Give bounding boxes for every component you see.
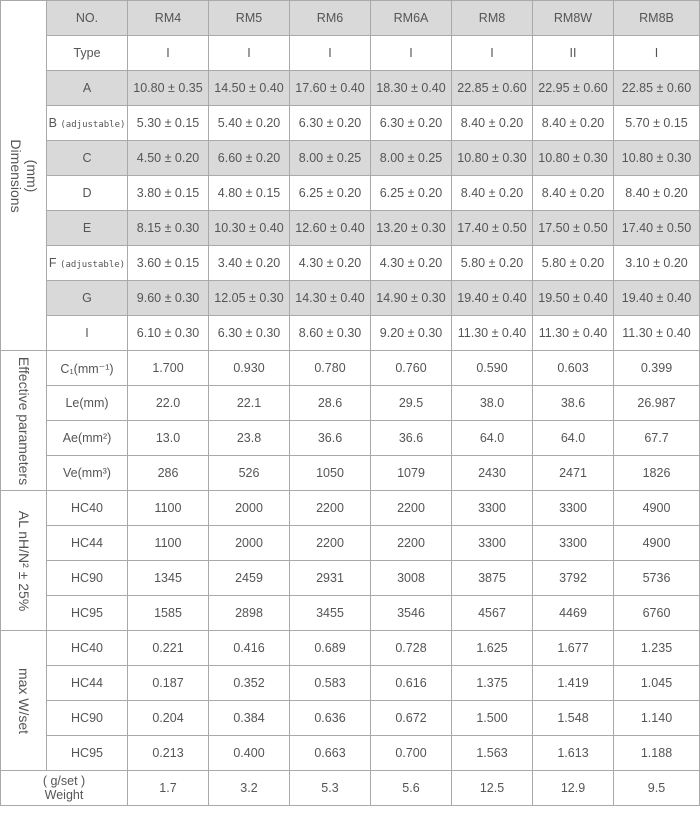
value-cell: 1.677 xyxy=(533,631,614,666)
value-cell: 9.5 xyxy=(614,771,700,806)
value-cell: 1.563 xyxy=(452,736,533,771)
value-cell: 23.8 xyxy=(209,421,290,456)
row-label-text: Le(mm) xyxy=(65,396,109,410)
value-cell: 8.40 ± 0.20 xyxy=(452,176,533,211)
row-label xyxy=(47,141,128,176)
row-label-text: Ae(mm²) xyxy=(62,431,112,445)
weight-label xyxy=(1,771,128,806)
row-label-text: HC90 xyxy=(71,571,103,585)
type-value: I xyxy=(371,36,452,71)
value-cell: 18.30 ± 0.40 xyxy=(371,71,452,106)
value-cell: 5.3 xyxy=(290,771,371,806)
value-cell: 13.20 ± 0.30 xyxy=(371,211,452,246)
value-cell: 0.728 xyxy=(371,631,452,666)
row-label-text: A xyxy=(82,81,92,95)
row-label-text: HC90 xyxy=(71,711,103,725)
value-cell: 3875 xyxy=(452,561,533,596)
row-label xyxy=(47,561,128,596)
value-cell: 3300 xyxy=(533,491,614,526)
type-value: I xyxy=(452,36,533,71)
value-cell: 2200 xyxy=(290,491,371,526)
value-cell: 3.10 ± 0.20 xyxy=(614,246,700,281)
value-cell: 1.7 xyxy=(128,771,209,806)
table-row xyxy=(1,141,700,176)
weight-title: Weight xyxy=(44,788,84,802)
value-cell: 0.672 xyxy=(371,701,452,736)
dimensions-group-label-line-1: (mm) xyxy=(23,159,40,192)
value-cell: 4900 xyxy=(614,491,700,526)
value-cell: 0.352 xyxy=(209,666,290,701)
value-cell: 6.25 ± 0.20 xyxy=(371,176,452,211)
value-cell: 11.30 ± 0.40 xyxy=(452,316,533,351)
value-cell: 526 xyxy=(209,456,290,491)
value-cell: 10.80 ± 0.30 xyxy=(533,141,614,176)
type-label: Type xyxy=(47,36,128,71)
row-label-note: (adjustable) xyxy=(60,260,126,270)
value-cell: 3300 xyxy=(533,526,614,561)
value-cell: 12.9 xyxy=(533,771,614,806)
value-cell: 28.6 xyxy=(290,386,371,421)
row-label-text: HC44 xyxy=(71,536,103,550)
weight-label-text xyxy=(1,774,127,802)
value-cell: 9.60 ± 0.30 xyxy=(128,281,209,316)
value-cell: 64.0 xyxy=(533,421,614,456)
value-cell: 4567 xyxy=(452,596,533,631)
al-group-label xyxy=(1,491,47,631)
table-row xyxy=(1,281,700,316)
value-cell: 10.80 ± 0.30 xyxy=(452,141,533,176)
row-label-text: HC44 xyxy=(71,676,103,690)
value-cell: 19.40 ± 0.40 xyxy=(452,281,533,316)
row-label xyxy=(47,456,128,491)
value-cell: 36.6 xyxy=(290,421,371,456)
table-row xyxy=(1,701,700,736)
value-cell: 8.00 ± 0.25 xyxy=(371,141,452,176)
row-label-note: (adjustable) xyxy=(60,120,126,130)
table-row xyxy=(1,666,700,701)
value-cell: 0.663 xyxy=(290,736,371,771)
table-row xyxy=(1,561,700,596)
table-row xyxy=(1,106,700,141)
value-cell: 3.2 xyxy=(209,771,290,806)
value-cell: 0.590 xyxy=(452,351,533,386)
value-cell: 4.30 ± 0.20 xyxy=(290,246,371,281)
value-cell: 6.25 ± 0.20 xyxy=(290,176,371,211)
type-value: II xyxy=(533,36,614,71)
value-cell: 2898 xyxy=(209,596,290,631)
weight-unit: ( g/set ) xyxy=(42,774,86,788)
value-cell: 22.85 ± 0.60 xyxy=(452,71,533,106)
value-cell: 5.30 ± 0.15 xyxy=(128,106,209,141)
table-row xyxy=(1,211,700,246)
value-cell: 1.500 xyxy=(452,701,533,736)
row-label-text: Ve(mm³) xyxy=(63,466,111,480)
value-cell: 3546 xyxy=(371,596,452,631)
maxw-group-label-line-1: max W/set xyxy=(15,667,32,734)
type-value: I xyxy=(209,36,290,71)
header-model: RM6A xyxy=(371,1,452,36)
value-cell: 2200 xyxy=(371,491,452,526)
dimensions-group-label xyxy=(1,1,47,351)
maxw-group-label xyxy=(1,631,47,771)
value-cell: 0.603 xyxy=(533,351,614,386)
value-cell: 2459 xyxy=(209,561,290,596)
al-group-label-line-1: AL nH/N² ± 25% xyxy=(15,510,32,611)
header-model: RM4 xyxy=(128,1,209,36)
value-cell: 6.30 ± 0.20 xyxy=(290,106,371,141)
value-cell: 6.30 ± 0.20 xyxy=(371,106,452,141)
value-cell: 38.0 xyxy=(452,386,533,421)
value-cell: 1.235 xyxy=(614,631,700,666)
value-cell: 4.80 ± 0.15 xyxy=(209,176,290,211)
table-row xyxy=(1,386,700,421)
value-cell: 5.80 ± 0.20 xyxy=(452,246,533,281)
value-cell: 11.30 ± 0.40 xyxy=(614,316,700,351)
value-cell: 8.60 ± 0.30 xyxy=(290,316,371,351)
table-row xyxy=(1,596,700,631)
value-cell: 10.80 ± 0.35 xyxy=(128,71,209,106)
value-cell: 2000 xyxy=(209,491,290,526)
value-cell: 0.689 xyxy=(290,631,371,666)
value-cell: 4.30 ± 0.20 xyxy=(371,246,452,281)
header-model: RM8B xyxy=(614,1,700,36)
effective-group-label-text xyxy=(16,356,32,484)
table-row xyxy=(1,456,700,491)
value-cell: 0.760 xyxy=(371,351,452,386)
value-cell: 1585 xyxy=(128,596,209,631)
value-cell: 1100 xyxy=(128,526,209,561)
value-cell: 22.95 ± 0.60 xyxy=(533,71,614,106)
header-no-label: NO. xyxy=(47,1,128,36)
value-cell: 0.221 xyxy=(128,631,209,666)
value-cell: 0.399 xyxy=(614,351,700,386)
value-cell: 1.613 xyxy=(533,736,614,771)
value-cell: 3300 xyxy=(452,526,533,561)
value-cell: 8.00 ± 0.25 xyxy=(290,141,371,176)
value-cell: 14.90 ± 0.30 xyxy=(371,281,452,316)
type-value: I xyxy=(290,36,371,71)
value-cell: 9.20 ± 0.30 xyxy=(371,316,452,351)
header-model: RM5 xyxy=(209,1,290,36)
value-cell: 0.583 xyxy=(290,666,371,701)
dimensions-group-label-text xyxy=(8,139,40,212)
table-row xyxy=(1,736,700,771)
value-cell: 6760 xyxy=(614,596,700,631)
table-row xyxy=(1,631,700,666)
value-cell: 8.40 ± 0.20 xyxy=(533,106,614,141)
value-cell: 17.60 ± 0.40 xyxy=(290,71,371,106)
row-label xyxy=(47,211,128,246)
value-cell: 26.987 xyxy=(614,386,700,421)
row-label-text: HC40 xyxy=(71,641,103,655)
value-cell: 2471 xyxy=(533,456,614,491)
value-cell: 2200 xyxy=(290,526,371,561)
header-model: RM8 xyxy=(452,1,533,36)
value-cell: 4900 xyxy=(614,526,700,561)
row-label xyxy=(47,701,128,736)
row-label-text: I xyxy=(85,326,89,340)
value-cell: 3.40 ± 0.20 xyxy=(209,246,290,281)
value-cell: 17.50 ± 0.50 xyxy=(533,211,614,246)
weight-row xyxy=(1,771,700,806)
value-cell: 6.10 ± 0.30 xyxy=(128,316,209,351)
value-cell: 1.045 xyxy=(614,666,700,701)
al-group-label-text xyxy=(16,510,32,611)
value-cell: 22.0 xyxy=(128,386,209,421)
value-cell: 0.930 xyxy=(209,351,290,386)
value-cell: 0.384 xyxy=(209,701,290,736)
value-cell: 14.50 ± 0.40 xyxy=(209,71,290,106)
table-body xyxy=(1,1,700,806)
maxw-group-label-text xyxy=(16,667,32,733)
row-label xyxy=(47,421,128,456)
value-cell: 2931 xyxy=(290,561,371,596)
value-cell: 0.204 xyxy=(128,701,209,736)
value-cell: 6.30 ± 0.30 xyxy=(209,316,290,351)
value-cell: 1.375 xyxy=(452,666,533,701)
value-cell: 17.40 ± 0.50 xyxy=(614,211,700,246)
value-cell: 19.50 ± 0.40 xyxy=(533,281,614,316)
value-cell: 1.140 xyxy=(614,701,700,736)
value-cell: 36.6 xyxy=(371,421,452,456)
row-label-text: E xyxy=(82,221,92,235)
value-cell: 1079 xyxy=(371,456,452,491)
table-row xyxy=(1,421,700,456)
row-label xyxy=(47,106,128,141)
value-cell: 13.0 xyxy=(128,421,209,456)
row-label xyxy=(47,526,128,561)
value-cell: 5736 xyxy=(614,561,700,596)
table-row xyxy=(1,246,700,281)
value-cell: 67.7 xyxy=(614,421,700,456)
row-label-text: C₁(mm⁻¹) xyxy=(60,361,114,376)
value-cell: 8.40 ± 0.20 xyxy=(452,106,533,141)
value-cell: 2430 xyxy=(452,456,533,491)
value-cell: 1826 xyxy=(614,456,700,491)
row-label-text: HC95 xyxy=(71,606,103,620)
value-cell: 11.30 ± 0.40 xyxy=(533,316,614,351)
value-cell: 0.400 xyxy=(209,736,290,771)
row-label-text: G xyxy=(82,291,92,305)
row-label xyxy=(47,491,128,526)
value-cell: 5.80 ± 0.20 xyxy=(533,246,614,281)
value-cell: 5.70 ± 0.15 xyxy=(614,106,700,141)
value-cell: 29.5 xyxy=(371,386,452,421)
value-cell: 64.0 xyxy=(452,421,533,456)
type-value: I xyxy=(128,36,209,71)
value-cell: 8.15 ± 0.30 xyxy=(128,211,209,246)
value-cell: 4469 xyxy=(533,596,614,631)
row-label xyxy=(47,666,128,701)
row-label xyxy=(47,281,128,316)
value-cell: 1.548 xyxy=(533,701,614,736)
header-row xyxy=(1,1,700,36)
value-cell: 1.625 xyxy=(452,631,533,666)
row-label-text: HC95 xyxy=(71,746,103,760)
value-cell: 12.05 ± 0.30 xyxy=(209,281,290,316)
value-cell: 5.6 xyxy=(371,771,452,806)
row-label-text: F xyxy=(48,256,57,270)
table-row xyxy=(1,491,700,526)
row-label xyxy=(47,246,128,281)
value-cell: 0.636 xyxy=(290,701,371,736)
value-cell: 0.187 xyxy=(128,666,209,701)
value-cell: 0.780 xyxy=(290,351,371,386)
table-row xyxy=(1,351,700,386)
effective-group-label-line-1: Effective parameters xyxy=(15,356,32,485)
table-row xyxy=(1,526,700,561)
value-cell: 22.85 ± 0.60 xyxy=(614,71,700,106)
value-cell: 2000 xyxy=(209,526,290,561)
value-cell: 1.188 xyxy=(614,736,700,771)
value-cell: 0.213 xyxy=(128,736,209,771)
row-label xyxy=(47,316,128,351)
value-cell: 2200 xyxy=(371,526,452,561)
value-cell: 3.80 ± 0.15 xyxy=(128,176,209,211)
value-cell: 8.40 ± 0.20 xyxy=(614,176,700,211)
value-cell: 3300 xyxy=(452,491,533,526)
table-row xyxy=(1,316,700,351)
value-cell: 1050 xyxy=(290,456,371,491)
value-cell: 8.40 ± 0.20 xyxy=(533,176,614,211)
value-cell: 38.6 xyxy=(533,386,614,421)
value-cell: 4.50 ± 0.20 xyxy=(128,141,209,176)
row-label-text: B xyxy=(48,116,57,130)
value-cell: 0.616 xyxy=(371,666,452,701)
value-cell: 3.60 ± 0.15 xyxy=(128,246,209,281)
row-label xyxy=(47,596,128,631)
table-row xyxy=(1,71,700,106)
value-cell: 3008 xyxy=(371,561,452,596)
row-label xyxy=(47,736,128,771)
value-cell: 3792 xyxy=(533,561,614,596)
row-label-text: HC40 xyxy=(71,501,103,515)
value-cell: 10.80 ± 0.30 xyxy=(614,141,700,176)
value-cell: 12.5 xyxy=(452,771,533,806)
row-label xyxy=(47,71,128,106)
value-cell: 19.40 ± 0.40 xyxy=(614,281,700,316)
value-cell: 1.419 xyxy=(533,666,614,701)
value-cell: 3455 xyxy=(290,596,371,631)
value-cell: 1.700 xyxy=(128,351,209,386)
value-cell: 6.60 ± 0.20 xyxy=(209,141,290,176)
value-cell: 22.1 xyxy=(209,386,290,421)
row-label xyxy=(47,631,128,666)
header-model: RM8W xyxy=(533,1,614,36)
row-label xyxy=(47,351,128,386)
table-row xyxy=(1,176,700,211)
row-label-text: C xyxy=(82,151,92,165)
row-label-text: D xyxy=(82,186,92,200)
type-value: I xyxy=(614,36,700,71)
effective-group-label xyxy=(1,351,47,491)
value-cell: 10.30 ± 0.40 xyxy=(209,211,290,246)
header-model: RM6 xyxy=(290,1,371,36)
dimensions-group-label-line-2: Dimensions xyxy=(7,138,24,213)
value-cell: 0.416 xyxy=(209,631,290,666)
row-label xyxy=(47,176,128,211)
value-cell: 1345 xyxy=(128,561,209,596)
value-cell: 12.60 ± 0.40 xyxy=(290,211,371,246)
type-row xyxy=(1,36,700,71)
row-label xyxy=(47,386,128,421)
value-cell: 286 xyxy=(128,456,209,491)
value-cell: 1100 xyxy=(128,491,209,526)
value-cell: 14.30 ± 0.40 xyxy=(290,281,371,316)
value-cell: 0.700 xyxy=(371,736,452,771)
value-cell: 5.40 ± 0.20 xyxy=(209,106,290,141)
value-cell: 17.40 ± 0.50 xyxy=(452,211,533,246)
